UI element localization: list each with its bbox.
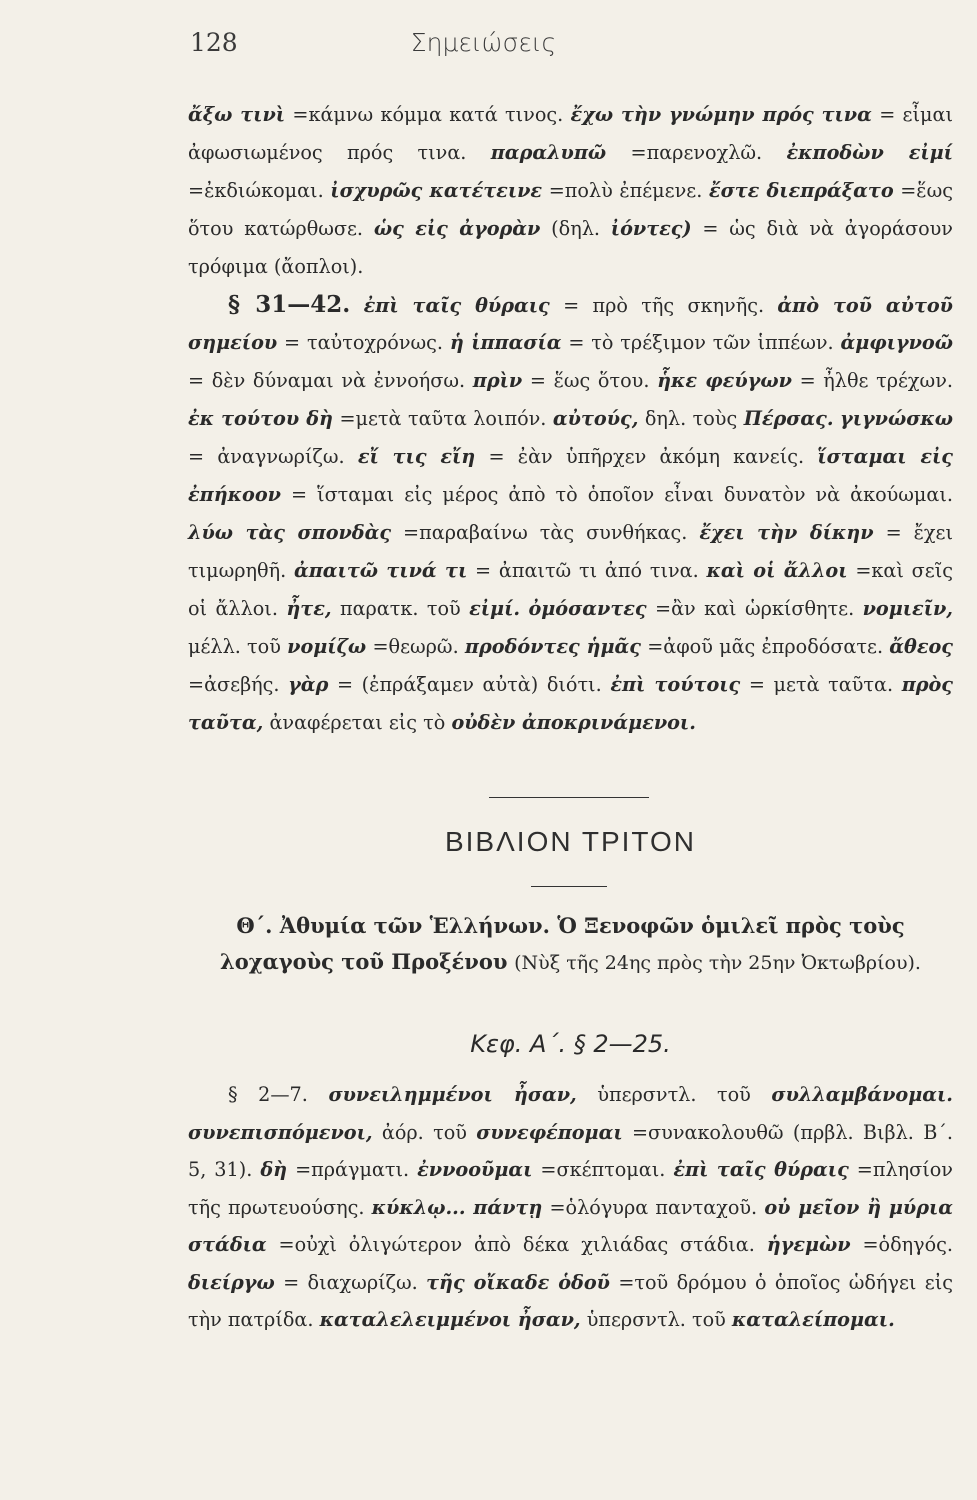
note-lemma: Πέρσας. xyxy=(743,407,834,431)
note-text: =ἐκδιώκομαι. xyxy=(188,178,324,202)
note-text: = ἕως ὅτου. xyxy=(529,369,650,393)
note-lemma: ἐκποδὼν εἰμί xyxy=(786,140,953,164)
note-text: ἀόρ. τοῦ xyxy=(381,1120,467,1144)
note-text: =ἀσεβής. xyxy=(188,672,280,696)
note-text: = ἐὰν ὑπῆρχεν ἀκόμη κανείς. xyxy=(488,445,805,469)
note-lemma: γὰρ xyxy=(288,672,329,696)
note-lemma: καταλείπομαι. xyxy=(731,1308,895,1331)
note-lemma: καὶ οἱ ἄλλοι xyxy=(706,558,848,582)
note-text: = ὡς διὰ νὰ ἀγοράσουν τρόφιμα (ἄοπλοι). xyxy=(188,216,953,278)
note-lemma: πρὶν xyxy=(472,369,523,393)
note-lemma: ἔστε διεπράξατο xyxy=(708,178,894,202)
note-lemma: συνειλημμένοι ἦσαν, xyxy=(328,1083,577,1106)
section-mark: § 31—42. xyxy=(228,290,351,318)
note-lemma: λύω τὰς σπονδὰς xyxy=(188,520,392,544)
note-lemma: ὡς εἰς ἀγορὰν xyxy=(373,216,541,240)
note-text: =πράγματι. xyxy=(295,1158,410,1181)
note-lemma: τῆς οἴκαδε ὁδοῦ xyxy=(426,1270,610,1294)
note-text: = ταὐτοχρόνως. xyxy=(284,331,443,355)
note-lemma: οὐδὲν ἀποκρινάμενοι. xyxy=(451,710,696,734)
note-text: =ἕως ὅτου κατώρθωσε. xyxy=(188,178,953,240)
note-lemma: ἐννοοῦμαι xyxy=(417,1158,533,1181)
note-text: = ἀναγνωρίζω. xyxy=(188,445,345,469)
note-text: =πολὺ ἐπέμενε. xyxy=(548,178,703,202)
note-text: =οὐχὶ ὀλιγώτερον ἀπὸ δέκα χιλιάδας στάδια. xyxy=(278,1233,755,1256)
note-text: = ἵσταμαι εἰς μέρος ἀπὸ τὸ ὁποῖον εἶναι δυνατὸν νὰ ἀκούωμαι. xyxy=(290,483,953,507)
note-lemma: εἰμί. xyxy=(469,596,521,620)
note-text: = ἦλθε τρέχων. xyxy=(799,369,953,393)
note-text: =μετὰ ταῦτα λοιπόν. xyxy=(339,407,547,431)
note-lemma: αὐτούς, xyxy=(552,407,639,431)
notes-part-1 xyxy=(188,96,953,741)
chapter-title xyxy=(188,908,953,981)
note-lemma: νομίζω xyxy=(287,634,367,658)
note-lemma: διείργω xyxy=(188,1270,275,1294)
note-text: = ἔχει τιμωρηθῆ. xyxy=(188,520,953,582)
section-mark: § 2—7. xyxy=(228,1083,308,1106)
note-text: =παρενοχλῶ. xyxy=(630,140,763,164)
note-lemma: εἴ τις εἴη xyxy=(357,445,476,469)
note-text: = διαχωρίζω. xyxy=(283,1270,418,1294)
note-lemma: προδόντες ἡμᾶς xyxy=(464,634,641,658)
note-text: παρατκ. τοῦ xyxy=(339,596,461,620)
note-lemma: ἧκε φεύγων xyxy=(657,369,792,393)
note-lemma: δὴ xyxy=(260,1158,288,1181)
page-header xyxy=(190,28,777,64)
note-lemma: συνεπισπόμενοι, xyxy=(188,1120,373,1144)
book-title: ΒΙΒΛΙΟΝ ΤΡΙΤΟΝ xyxy=(444,826,697,857)
note-lemma: ὀμόσαντες xyxy=(528,596,647,620)
note-lemma: ἄθεος xyxy=(889,634,953,658)
note-text: =ἂν καὶ ὡρκίσθητε. xyxy=(655,596,855,620)
note-lemma: νομιεῖν, xyxy=(862,596,953,620)
note-text: = πρὸ τῆς σκηνῆς. xyxy=(563,293,765,317)
note-lemma: γιγνώσκω xyxy=(840,407,954,431)
note-lemma: ἐπὶ τούτοις xyxy=(610,672,741,696)
note-text: = ἀπαιτῶ τι ἀπό τινα. xyxy=(475,558,699,582)
note-lemma: ἡ ἱππασία xyxy=(449,331,562,355)
note-lemma: καταλελειμμένοι ἦσαν, xyxy=(319,1308,581,1331)
note-text: δηλ. τοὺς xyxy=(644,407,738,431)
note-text: =τοῦ δρόμου ὁ ὁποῖος ὡδήγει εἰς τὴν πατρίδα. xyxy=(188,1270,953,1331)
notes-part-2 xyxy=(188,1076,953,1339)
note-lemma: ἦτε, xyxy=(286,596,332,620)
note-text: =παραβαίνω τὰς συνθήκας. xyxy=(403,520,688,544)
chapter-title-date: (Νὺξ τῆς 24ης πρὸς τὴν 25ην Ὀκτωβρίου). xyxy=(514,952,921,974)
note-lemma: ἰόντες) xyxy=(610,216,692,240)
note-text: = μετὰ ταῦτα. xyxy=(748,672,894,696)
note-lemma: ἀπὸ τοῦ αὐτοῦ σημείου xyxy=(188,293,953,355)
note-text: =κάμνω κόμμα κατά τινος. xyxy=(292,103,564,126)
note-lemma: παραλυπῶ xyxy=(490,140,607,164)
note-lemma: ἰσχυρῶς κατέτεινε xyxy=(330,178,543,202)
note-text: =καὶ σεῖς οἱ ἄλλοι. xyxy=(188,558,953,620)
note-lemma: ἵσταμαι εἰς ἐπήκοον xyxy=(188,445,953,507)
note-lemma: ἄξω τινὶ xyxy=(188,103,286,126)
note-lemma: συνεφέπομαι xyxy=(476,1120,623,1144)
divider-short xyxy=(531,886,607,887)
note-lemma: ἐπὶ ταῖς θύραις xyxy=(673,1158,849,1181)
note-text: ὑπερσντλ. τοῦ xyxy=(597,1083,751,1106)
note-text: = εἶμαι ἀφωσιωμένος πρός τινα. xyxy=(188,103,953,164)
note-lemma: ἐπὶ ταῖς θύραις xyxy=(363,293,550,317)
note-text: μέλλ. τοῦ xyxy=(188,634,281,658)
note-text: =συνακολουθῶ (πρβλ. Βιβλ. Β΄. 5, 31). xyxy=(188,1120,954,1181)
note-lemma: κύκλῳ... πάντῃ xyxy=(371,1195,543,1219)
note-text: = τὸ τρέξιμον τῶν ἱππέων. xyxy=(568,331,834,355)
note-text: =ἀφοῦ μᾶς ἐπροδόσατε. xyxy=(647,634,884,658)
note-lemma: ἡγεμὼν xyxy=(766,1233,851,1256)
note-text: = δὲν δύναμαι νὰ ἐννοήσω. xyxy=(188,369,466,393)
note-lemma: πρὸς ταῦτα, xyxy=(188,672,953,734)
note-text: =ὁδηγός. xyxy=(862,1233,953,1256)
note-text: =ὁλόγυρα πανταχοῦ. xyxy=(549,1195,758,1219)
chapter-title-main: Θ΄. Ἀθυμία τῶν Ἑλλήνων. Ὁ Ξενοφῶν ὁμιλεῖ πρὸς τοὺς λοχαγοὺς τοῦ Προξένου xyxy=(220,913,905,974)
chapter-section-ref: Κεφ. Α΄. § 2—25. xyxy=(470,1030,671,1058)
note-text: =σκέπτομαι. xyxy=(540,1158,666,1181)
note-text: ὑπερσντλ. τοῦ xyxy=(586,1308,726,1331)
note-text: = (ἐπράξαμεν αὐτὰ) διότι. xyxy=(336,672,602,696)
note-lemma: συλλαμβάνομαι. xyxy=(771,1083,953,1106)
note-lemma: ἐκ τούτου δὴ xyxy=(188,407,333,431)
note-text: =πλησίον τῆς πρωτευούσης. xyxy=(188,1158,953,1219)
note-lemma: ἔχει τὴν δίκην xyxy=(699,520,874,544)
divider-long xyxy=(489,797,649,798)
note-lemma: ἔχω τὴν γνώμην πρός τινα xyxy=(570,103,872,126)
page-number: 128 xyxy=(190,28,238,57)
note-lemma: ἀπαιτῶ τινά τι xyxy=(293,558,468,582)
running-title: Σημειώσεις xyxy=(410,28,557,57)
note-text: (δηλ. xyxy=(551,216,600,240)
note-lemma: ἀμφιγνοῶ xyxy=(840,331,953,355)
note-text: ἀναφέρεται εἰς τὸ xyxy=(269,710,446,734)
note-text: =θεωρῶ. xyxy=(372,634,459,658)
note-lemma: οὐ μεῖον ἢ μύρια στάδια xyxy=(188,1195,953,1256)
